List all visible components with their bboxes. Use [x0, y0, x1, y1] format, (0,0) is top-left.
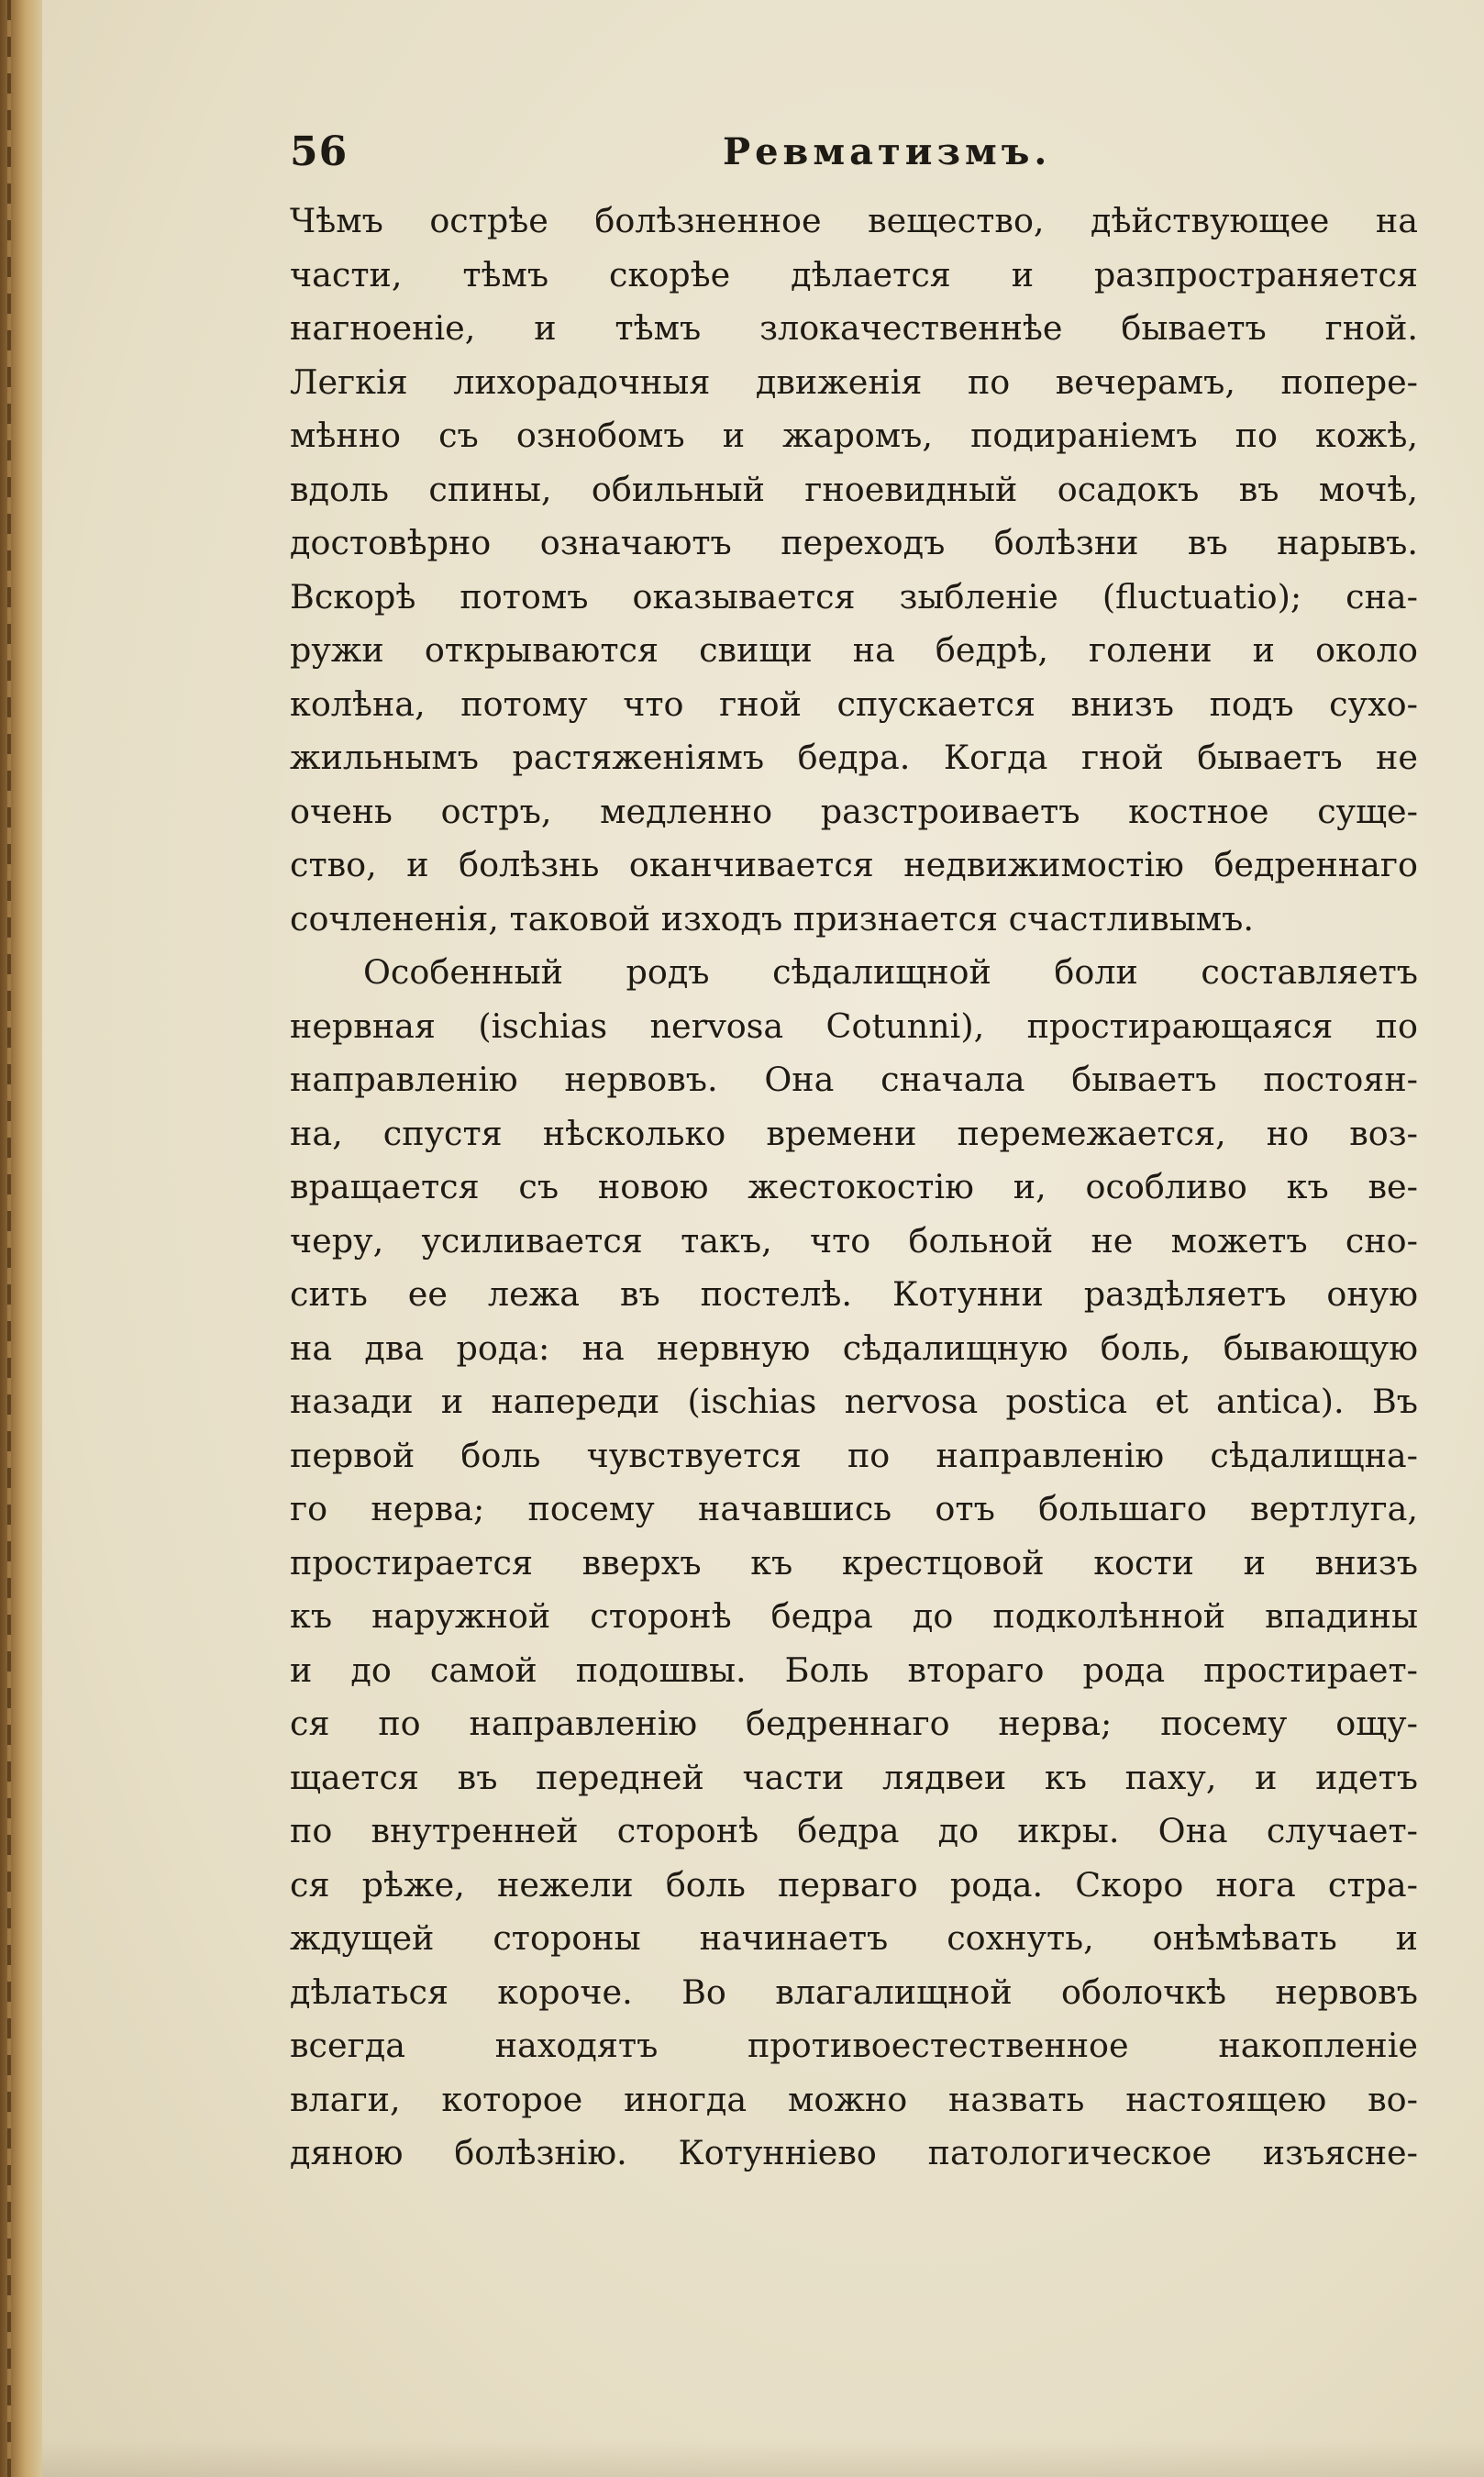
- text-line: назади и напереди (ischias nervosa postica et antica). Въ: [290, 1382, 1418, 1421]
- text-line: Легкія лихорадочныя движенія по вечерамъ, попере-: [290, 361, 1418, 402]
- text-line: жильнымъ растяженіямъ бедра. Когда гной бываетъ не: [290, 738, 1418, 777]
- text-line: ся по направленію бедреннаго нерва; посему ощу-: [290, 1704, 1418, 1743]
- text-line: сить ее лежа въ постелѣ. Котунни раздѣляетъ оную: [290, 1274, 1418, 1314]
- page-number: 56: [290, 128, 349, 175]
- text-line: ждущей стороны начинаетъ сохнуть, онѣмѣвать и: [290, 1918, 1418, 1958]
- text-line: къ наружной сторонѣ бедра до подколѣнной впадины: [290, 1596, 1418, 1636]
- text-line: Чѣмъ острѣе болѣзненное вещество, дѣйствующее на: [290, 201, 1418, 240]
- text-line: части, тѣмъ скорѣе дѣлается и разпространяется: [290, 254, 1418, 294]
- text-line: ство, и болѣзнь оканчивается недвижимостію бедреннаго: [290, 845, 1418, 884]
- text-line: вдоль спины, обильный гноевидный осадокъ въ мочѣ,: [290, 469, 1418, 509]
- text-line: черу, усиливается такъ, что больной не можетъ сно-: [290, 1220, 1418, 1261]
- paragraph-start-line: Особенный родъ сѣдалищной боли составляетъ: [363, 952, 1418, 992]
- text-line: простирается вверхъ къ крестцовой кости и внизъ: [290, 1542, 1418, 1583]
- text-line: Вскорѣ потомъ оказывается зыбленіе (fluctuatio); сна-: [290, 576, 1418, 616]
- running-title: Ревматизмъ.: [723, 130, 1052, 173]
- body-text: [290, 194, 1418, 2181]
- text-line: и до самой подошвы. Боль втораго рода простирает-: [290, 1649, 1418, 1690]
- text-line: сочлененія, таковой изходъ признается счастливымъ.: [290, 898, 1254, 939]
- page-bottom-shadow: [42, 2440, 1484, 2477]
- book-binding-edge: [0, 0, 42, 2477]
- text-line: ся рѣже, нежели боль перваго рода. Скоро нога стра-: [290, 1864, 1418, 1905]
- page-header: [290, 128, 1409, 183]
- text-line: щается въ передней части лядвеи къ паху, и идетъ: [290, 1757, 1418, 1797]
- text-line: направленію нервовъ. Она сначала бываетъ постоян-: [290, 1060, 1418, 1099]
- text-line: дяною болѣзнію. Котунніево патологическое изъясне-: [290, 2133, 1418, 2172]
- text-line: достовѣрно означаютъ переходъ болѣзни въ нарывъ.: [290, 523, 1418, 562]
- text-line: вращается съ новою жестокостію и, особливо къ ве-: [290, 1167, 1418, 1206]
- text-line: го нерва; посему начавшись отъ большаго вертлуга,: [290, 1489, 1418, 1528]
- text-line: всегда находятъ противоестественное накопленіе: [290, 2026, 1418, 2065]
- text-line: по внутренней сторонѣ бедра до икры. Она случает-: [290, 1811, 1418, 1850]
- text-line: нервная (ischias nervosa Cotunni), простирающаяся по: [290, 1005, 1418, 1046]
- text-line: очень остръ, медленно разстроиваетъ костное суще-: [290, 791, 1418, 831]
- text-line: дѣлаться короче. Во влагалищной оболочкѣ нервовъ: [290, 1972, 1418, 2012]
- text-line: на, спустя нѣсколько времени перемежается, но воз-: [290, 1113, 1418, 1153]
- text-line: нагноеніе, и тѣмъ злокачественнѣе бываетъ гной.: [290, 308, 1418, 348]
- text-line: на два рода: на нервную сѣдалищную боль, бывающую: [290, 1327, 1418, 1368]
- text-line: мѣнно съ ознобомъ и жаромъ, подираніемъ по кожѣ,: [290, 416, 1418, 455]
- text-line: влаги, которое иногда можно назвать настоящею во-: [290, 2079, 1418, 2119]
- text-line: ружи открываются свищи на бедрѣ, голени и около: [290, 630, 1418, 670]
- text-line: первой боль чувствуется по направленію сѣдалищна-: [290, 1435, 1418, 1475]
- text-line: колѣна, потому что гной спускается внизъ подъ сухо-: [290, 683, 1418, 724]
